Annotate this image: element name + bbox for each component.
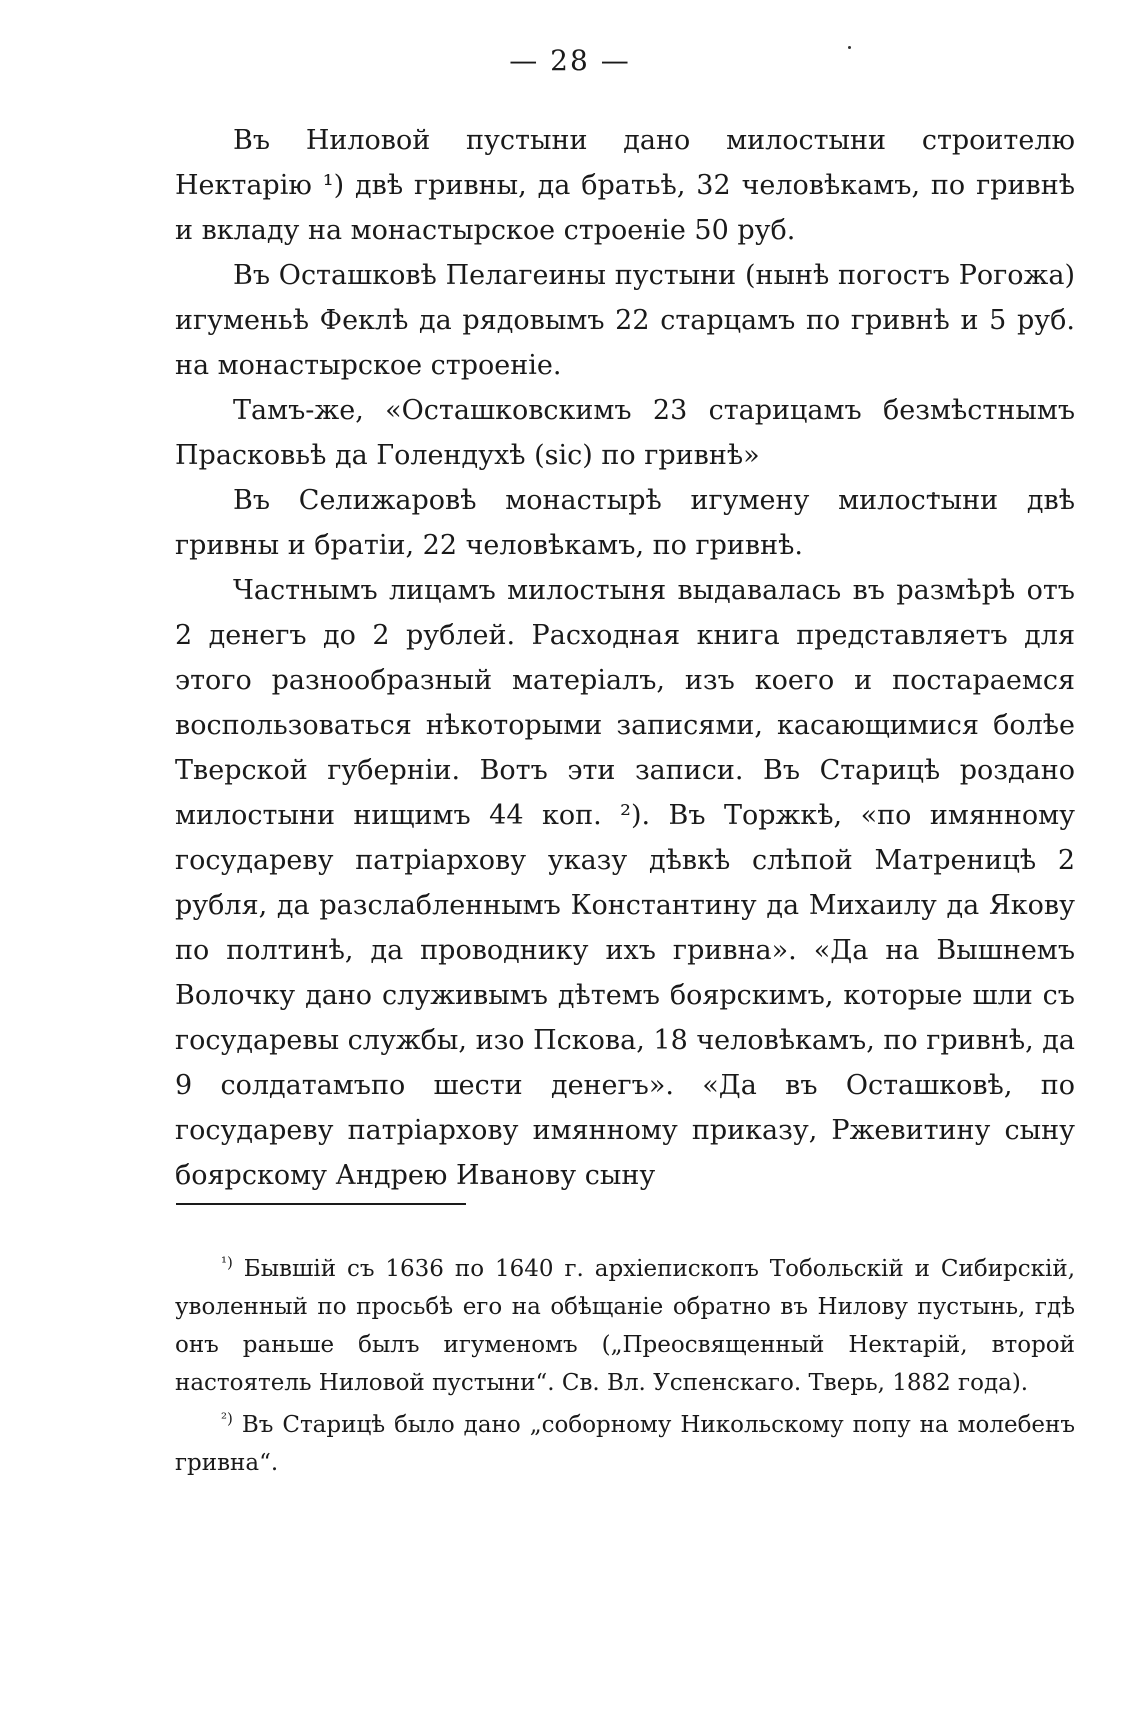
paragraph-tam-zhe: Тамъ-же, «Осташковскимъ 23 старицамъ безмѣстнымъ Прасковьѣ да Голендухѣ (sic) по гривнѣ»	[175, 395, 1075, 471]
main-text	[175, 118, 1075, 1198]
paragraph-private-alms: Частнымъ лицамъ милостыня выдавалась въ размѣрѣ отъ 2 денегъ до 2 рублей. Расходная книга представляетъ для этого разнообразный матеріалъ, изъ коего и постараемся воспользоваться нѣкоторыми записями, касающимися болѣе Тверской губерніи. Вотъ эти записи. Въ Старицѣ роздано милостыни нищимъ 44 коп. ²). Въ Торжкѣ, «по имянному государеву патріархову указу дѣвкѣ слѣпой Матреницѣ 2 рубля, да разслабленнымъ Константину да Михаилу да Якову по полтинѣ, да проводнику ихъ гривна». «Да на Вышнемъ Волочку дано служивымъ дѣтемъ боярскимъ, которые шли съ государевы службы, изо Пскова, 18 человѣкамъ, по гривнѣ, да 9 солдатамъпо шести денегъ». «Да въ Осташковѣ, по государеву патріархову имянному приказу, Ржевитину сыну боярскому Андрею Иванову сыну	[175, 575, 1075, 1191]
paragraph-ostashkov: Въ Осташковѣ Пелагеины пустыни (нынѣ погостъ Рогожа) игуменьѣ Феклѣ да рядовымъ 22 старцамъ по гривнѣ и 5 руб. на монастырское строеніе.	[175, 260, 1075, 381]
footnote-text: Въ Старицѣ было дано „соборному Никольскому попу на молебенъ гривна“.	[175, 1412, 1075, 1476]
footnote-1	[175, 1250, 1075, 1402]
paragraph-selizharov: Въ Селижаровѣ монастырѣ игумену милостыни двѣ гривны и братіи, 22 человѣкамъ, по гривнѣ.	[175, 485, 1075, 561]
footnote-mark: ¹)	[221, 1253, 233, 1272]
footnote-mark: ²)	[221, 1409, 233, 1428]
paragraph-nilova: Въ Ниловой пустыни дано милостыни строителю Нектарію ¹) двѣ гривны, да братьѣ, 32 человѣкамъ, по гривнѣ и вкладу на монастырское строеніе 50 руб.	[175, 125, 1075, 246]
footnotes	[175, 1250, 1075, 1482]
page-number: — 28 —	[509, 44, 631, 77]
footnote-text: Бывшій съ 1636 по 1640 г. архіепископъ Тобольскій и Сибирскій, уволенный по просьбѣ его на обѣщаніе обратно въ Нилову пустынь, гдѣ онъ раньше былъ игуменомъ („Преосвященный Нектарій, второй настоятель Ниловой пустыни“. Св. Вл. Успенскаго. Тверь, 1882 года).	[175, 1256, 1075, 1396]
footnote-2	[175, 1406, 1075, 1482]
footnote-divider	[176, 1203, 466, 1205]
print-speck	[848, 46, 851, 49]
